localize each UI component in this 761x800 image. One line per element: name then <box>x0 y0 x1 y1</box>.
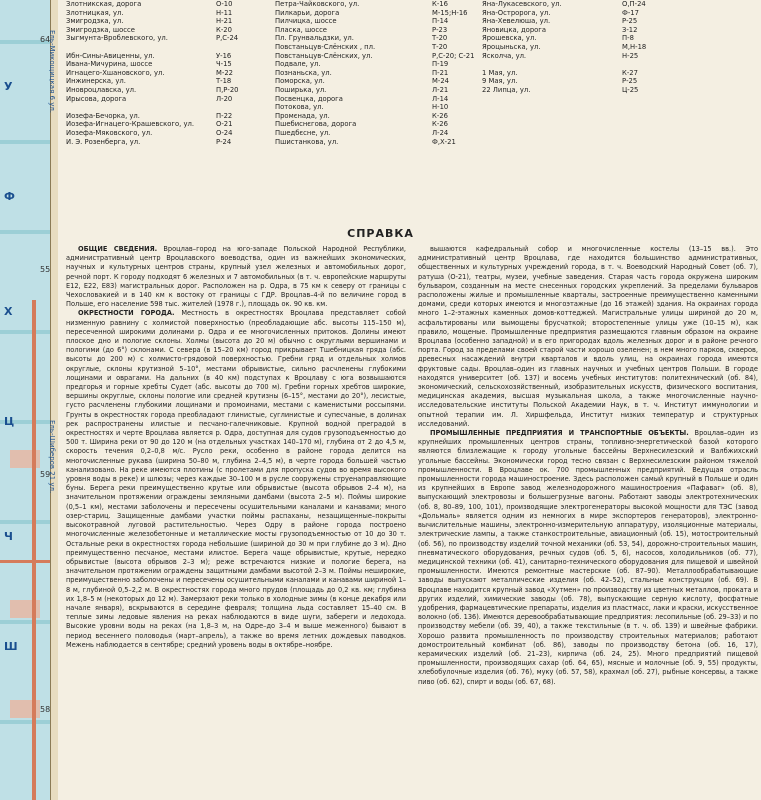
grid-ref: Т-20 <box>432 34 448 43</box>
paragraph <box>66 245 406 309</box>
street-name: Потокова, ул. <box>275 103 324 112</box>
paragraph <box>418 245 758 429</box>
grid-ref: З-12 <box>622 25 638 34</box>
street-name: Иновроцлавска, ул. <box>66 85 137 94</box>
street-name: Йозефа-Игнацего-Крашевского, ул. <box>66 120 195 129</box>
grid-ref <box>216 43 266 52</box>
index-row <box>482 69 672 78</box>
index-row <box>66 103 266 112</box>
index-row <box>482 17 672 26</box>
index-row <box>482 77 672 86</box>
street-name: Пласка, шоссе <box>275 25 327 34</box>
index-row <box>66 77 266 86</box>
street-name: Познаньска, ул. <box>275 68 332 77</box>
street-name: Поширька, ул. <box>275 85 327 94</box>
side-label: Ель-Шиберов 21 ул. <box>48 420 56 494</box>
grid-ref: М-22 <box>216 68 233 77</box>
index-row <box>66 17 266 26</box>
map-road <box>32 300 36 800</box>
grid-ref: Т-20 <box>432 42 448 51</box>
index-row <box>275 17 425 26</box>
grid-ref: П,Р-20 <box>216 85 239 94</box>
grid-letter: Ш <box>4 640 18 653</box>
grid-letter: Ч <box>4 530 13 543</box>
index-row <box>482 26 672 35</box>
street-name <box>66 43 216 52</box>
street-name: Ибн-Сины-Авиценны, ул. <box>66 51 155 60</box>
street-name: Пилкарьи, дорога <box>275 8 340 17</box>
index-row <box>275 60 425 69</box>
street-name <box>482 60 622 69</box>
grid-ref: Л-21 <box>432 85 449 94</box>
grid-ref: П-8 <box>622 34 634 43</box>
index-row <box>66 60 266 69</box>
street-name: 9 Мая, ул. <box>482 77 518 86</box>
street-name: Пшедбєсне, ул. <box>275 128 331 137</box>
grid-ref: Ч-15 <box>216 60 232 69</box>
street-name: Змигродзка, ул. <box>66 17 124 26</box>
street-name: Подвале, ул. <box>275 60 321 69</box>
street-name: Инжинерска, ул. <box>66 77 126 86</box>
street-name: Пл. Грунвальдзки, ул. <box>275 34 354 43</box>
grid-ref: К-26 <box>432 111 448 120</box>
grid-ref: К-16 <box>432 0 448 8</box>
grid-ref: П-21 <box>432 68 449 77</box>
index-row <box>66 43 266 52</box>
grid-ref: Л-20 <box>216 94 233 103</box>
section-heading: ПРОМЫШЛЕННЫЕ ПРЕДПРИЯТИЯ И ТРАНСПОРТНЫЕ ОБЪЕКТЫ. <box>430 429 689 438</box>
grid-coord: 58 <box>40 705 51 714</box>
grid-ref: Н-21 <box>216 17 233 26</box>
index-row <box>275 86 425 95</box>
index-row <box>66 120 266 129</box>
paragraph-text: вышаются кафедральный собор и многочисленные костелы (13–15 вв.). Это административный центр Вроцлава, где находится большинство административных, общественных и культурных учреждений города, в т. ч. Воеводский Народный Совет (об. 7), ратуша (О-21), театры, музеи, учебные заведения. Старая часть города окружена широким бульваром, созданным на месте снесенных городских укреплений. За пределами бульваров расположены жилые и промышленные кварталы, застроенные преимущественно каменными домами, среди которых имеются и многоэтажные (до 16 этажей) здания. На окраинах города много 1–2-этажных каменных домов-коттеджей. Магистральные улицы шириной до 20 м, асфальтированы или вымощены брусчаткой; второстепенные улицы уже (10–15 м), как правило, мощеные. Промышленные предприятия размещаются главным образом на окраине Вроцлава (особенно западной) и в его пригородах вдоль железных дорог и в районе речного порта. Город за пределами своей старой части хорошо озеленен; в нем много парков, скверов, древесных насаждений внутри кварталов и вдоль улиц, на окраинах города имеются фруктовые сады. Вроцлав–один из главных научных и учебных центров Польши. В городе находятся университет (об. 137) и восемь учебных институтов: политехнический (об. 84), экономический, сельскохозяйственный, изобразительных искусств, физического воспитания, медицинская академия, высшая музыкальная школа, а также многочисленные научно-исследовательские институты Польской Академии Наук, в т. ч. Институт иммунологии и опытной терапии им. Л. Хиршфельда, Институт низких температур и структурных исследований. <box>418 245 758 428</box>
index-row <box>482 9 672 18</box>
index-row <box>482 0 672 9</box>
street-name: Ярошевска, ул. <box>482 34 537 43</box>
page-title: СПРАВКА <box>347 227 414 240</box>
index-row <box>482 34 672 43</box>
index-row <box>275 95 425 104</box>
index-row <box>66 9 266 18</box>
grid-letter: Х <box>4 305 13 318</box>
grid-ref: Р,С-24 <box>216 34 239 43</box>
paragraph-text: Вроцлав–город на юго-западе Польской Народной Республики, административный центр Вроцлавского воеводства, один из важнейших экономических, научных и культурных центров страны, крупный узел железных и автомобильных дорог, речной порт. К городу подходят 6 железных и 7 автомобильных (в т. ч. европейские маршруты E12, E22, E83) магистральных дорог. Расположен на р. Одра, в 75 км к северу от границы с Чехословакией и в 140 км к востоку от границы с ГДР. Вроцлав–4-й по величине город в Польше, его население 598 тыс. жителей (1978 г.), площадь ок. 90 кв. км. <box>66 245 406 309</box>
street-name: Промєнада, ул. <box>275 111 330 120</box>
grid-ref: Р-23 <box>432 25 448 34</box>
grid-ref: Р,С-20; С-21 <box>432 51 475 60</box>
grid-ref: Н-10 <box>432 103 449 112</box>
index-row <box>275 26 425 35</box>
street-name: Й. Э. Розенберга, ул. <box>66 137 141 146</box>
grid-coord: 59 <box>40 470 51 479</box>
index-row <box>275 112 425 121</box>
side-label: Ель-Микощицкая 6 ул. <box>48 30 56 114</box>
street-name: Посвенцка, дорога <box>275 94 343 103</box>
index-row <box>66 69 266 78</box>
left-text-column <box>66 245 406 650</box>
grid-coord: 64 <box>40 35 51 44</box>
street-name: Зыгмунта-Вроблевского, ул. <box>66 34 168 43</box>
index-row <box>482 43 672 52</box>
index-row <box>275 138 425 147</box>
index-row <box>66 52 266 61</box>
grid-ref: П-14 <box>432 17 449 26</box>
right-text-column <box>418 245 758 687</box>
grid-ref: К-26 <box>432 120 448 129</box>
index-row <box>66 0 266 9</box>
grid-ref: Ф-17 <box>622 8 639 17</box>
grid-letter: Ц <box>4 415 15 428</box>
index-row <box>275 9 425 18</box>
grid-letter: У <box>4 80 13 93</box>
street-name: Ясколча, ул. <box>482 51 527 60</box>
index-row <box>275 129 425 138</box>
grid-ref: Р-25 <box>622 77 638 86</box>
index-row <box>275 34 425 43</box>
street-name: Яновицка, дорога <box>482 25 547 34</box>
grid-ref: Т-18 <box>216 77 232 86</box>
grid-ref: М-24 <box>432 77 449 86</box>
street-index-col1 <box>66 0 266 146</box>
grid-ref: Ц-25 <box>622 85 639 94</box>
section-heading: ОКРЕСТНОСТИ ГОРОДА. <box>78 309 175 318</box>
street-name: Повстаньцув-Слёнских, ул. <box>275 51 373 60</box>
index-row <box>482 60 672 69</box>
street-name: Поморска, ул. <box>275 77 325 86</box>
grid-ref: К-20 <box>216 25 232 34</box>
grid-ref: Л-14 <box>432 94 449 103</box>
street-name: Ивана-Мичурина, шоссе <box>66 60 153 69</box>
index-row <box>275 69 425 78</box>
index-row <box>66 86 266 95</box>
paragraph <box>66 309 406 650</box>
grid-ref <box>622 60 672 69</box>
paragraph <box>418 429 758 687</box>
street-index-col3 <box>432 0 474 146</box>
grid-ref: Р-25 <box>622 17 638 26</box>
grid-ref: П-19 <box>432 60 449 69</box>
grid-ref: О-21 <box>216 120 233 129</box>
street-name: Йозефа-Мяковского, ул. <box>66 128 153 137</box>
street-name: Яна-Остророга, ул. <box>482 8 551 17</box>
street-name: Злотницкая, ул. <box>66 8 124 17</box>
street-name: Игнацего-Хшановского, ул. <box>66 68 165 77</box>
street-index-col2 <box>275 0 425 146</box>
street-name: Йозефа-Бечорка, ул. <box>66 111 140 120</box>
street-name: Ирысова, дорога <box>66 94 127 103</box>
grid-ref: П-22 <box>216 111 233 120</box>
grid-ref: О-10 <box>216 0 233 8</box>
paragraph-text: Местность в окрестностях Вроцлава представляет собой низменную равнину с холмистой поверхностью (преобладающие абс. высоты 115–150 м), пересеченной широкими долинами р. Одра и ее многочисленных притоков. Долины имеют плоское дно и пологие склоны. Холмы (высота до 20 м) обычно с округлыми вершинами и пологими (до 6°) склонами. С севера (в 15–20 км) город прикрывает Тшебницкая гряда (абс. высоты до 200 м) с холмисто-грядовой поверхностью. Гребни гряд и отдельных холмов округлые, склоны крутизной 5–10°, местами обрывистые, сильно расчленены глубокими лощинами и оврагами. На дальних (в 40 км) подступах к Вроцлаву с юга возвышаются предгорья и горные хребты Судет (абс. высоты до 700 м). Гребни горных хребтов широкие, вершины округлые, склоны пологие или средней крутизны (6–15°, местами до 20°), лесистые, густо расчленены глубокими лощинами и промоинами, местами с каменистыми россыпями. Грунты в окрестностях города преобладают глинистые, суглинистые и супесчаные, в долинах рек распространены илистые и песчано-галечниковые. Крупной водной преградой в окрестностях и черте Вроцлава является р. Одра, доступная для судов грузоподъемностью до 500 т. Ширина реки от 90 до 120 м (на отдельных участках 140–170 м), глубина от 2 до 4,5 м, скорость течения 0,2–0,8 м/с. Русло реки, особенно в районе города делится на многочисленные рукава (ширина 50–80 м, глубина 2–4,5 м), в черте города большей частью канализовано. На реке имеются плотины (с пролетами для пропуска судов во время высокого уровня воды в реке) и шлюзы; через каждые 30–100 м в русле сооружены струенаправляющие буны. Берега реки преимущественно крутые или обрывистые (высота обрывов 2–4 м), на значительном протяжении ограждены земляными дамбами (высота 2–5 м). Поймы широкие (0,5–1 км), местами заболочены и пересечены осушительными каналами и канавами; много озер-стариц. Защищенные дамбами участки поймы распаханы, незащищенные–покрыты высокотравной луговой растительностью. Через Одру в районе города построено многочисленные железобетонные и металлические мосты грузоподъемностью от 10 до 30 т. Остальные реки в окрестностях города небольшие (шириной до 30 м при глубине до 3 м). Дно преимущественно песчаное, местами илистое. Берега чаще обрывистые, крутые, нередко обрывистые (высота обрывов 2–3 м); реже встречаются низкие и пологие берега, на значительном протяжении ограждены защитными дамбами высотой 2–3 м. Поймы неширокие, преимущественно заболочены и пересечены осушительными каналами и канавами шириной 1–8 м, глубиной 0,5–2,2 м. В окрестностях города много прудов (площадь до 0,2 кв. км; глубина их 1,8–5 м (некоторых до 12 м). Замерзают реки только в холодные зимы (в конце декабря или начале января), вскрываются в середине февраля; толщина льда составляет 15–40 см. В теплые зимы ледовые явления на реках наблюдаются в виде шуги, забереги и ледохода. Высокие уровни воды на реках (на 1,8–3 м, на Одре–до 3–4 м выше меженного) бывают в период весеннего половодья (март–апрель), а также во время летних дождевых паводков. Межень наблюдается в сентябре; средний уровень воды в октябре–ноябре. <box>66 309 407 649</box>
street-name: Яна-Лукасевского, ул. <box>482 0 562 8</box>
grid-ref: К-27 <box>622 68 638 77</box>
index-row <box>275 43 425 52</box>
grid-ref: Н-25 <box>622 51 639 60</box>
street-name: 22 Липца, ул. <box>482 85 531 94</box>
grid-letter: Ф <box>4 190 15 203</box>
section-heading: ОБЩИЕ СВЕДЕНИЯ. <box>78 245 158 253</box>
grid-ref: О-24 <box>216 128 233 137</box>
street-index-col4 <box>482 0 672 95</box>
street-name: Яна-Хевелюша, ул. <box>482 17 551 26</box>
grid-ref: М-15;Н-16 <box>432 8 468 17</box>
street-name: Злотникская, дорога <box>66 0 142 8</box>
index-row <box>66 129 266 138</box>
grid-ref: У-16 <box>216 51 232 60</box>
index-row <box>66 26 266 35</box>
index-row <box>275 52 425 61</box>
grid-ref: М,Н-18 <box>622 42 647 51</box>
index-row <box>66 34 266 43</box>
street-name: Пилчицка, шоссе <box>275 17 337 26</box>
street-name: Змигродзка, шоссе <box>66 25 135 34</box>
street-name: Петра-Чайковского, ул. <box>275 0 360 8</box>
index-row <box>275 120 425 129</box>
paragraph-text: Вроцлав–один из крупнейших промышленных центров страны, топливно-энергетической базой которого являются близлежащие к городу угольные бассейны Верхнесилезский и Валбжихский угольные бассейны. Экономически город тесно связан с Верхнесилезским районом тяжелой промышленности. В Вроцлаве ок. 700 промышленных предприятий. Ведущая отрасль промышленности города машиностроение. Здесь расположен самый крупный в Польше и один из крупнейших в Европе завод железнодорожного машиностроения «Пафаваг» (об. 8), выпускающий электровозы и большегрузные вагоны. Работают заводы электротехнических (об. 8, 80–89, 100, 101), производящие электрогенераторы высокой мощности для ТЭС (завод «Дольмаль» является одним из немногих в мире экспортеров генераторов), электронно-вычислительные машины, электронно-измерительную аппаратуру, изоляционные материалы, электрические лампы, а также станкостроительные, авиационный (об. 15), мотостроительный (об. 56), по производству изделий точной механики (об. 53, 54), дорожно-строительных машин, пневматического оборудования, речных судов (об. 5, 6), насосов, холодильников (об. 77), медицинской техники (об. 41), санитарно-технического оборудования для пищевой и швейной промышленности. Имеются ремонтные мастерские (об. 87–90). Металлообрабатывающие заводы выпускают металлические изделия (об. 42–52), стальные конструкции (об. 69). В Вроцлаве находится крупный завод «Хутмен» по производству из цветных металлов, проката и других изделий, химические заводы (об. 78), выпускающие серную кислоту, фосфатные удобрения, фармацевтические препараты, изделия из пластмасс, лаки и краски, искусственное волокно (об. 136). Имеются деревообрабатывающие предприятия: лесопильные (об. 29–33) и по производству мебели (об. 39, 40), а также текстильные (в т. ч. об. 139) и швейные фабрики. Хорошо развита промышленность по производству строительных материалов; работают домостроительный комбинат (об. 86), заводы по производству бетона (об. 16, 17), керамических изделий (об. 21–23), кирпича (об. 24, 25). Много предприятий пищевой промышленности, производящих сахар (об. 64, 65), мясные и молочные (об. 9, 55) продукты, хлебобулочные изделия (об. 76), муку (об. 57, 58), крахмал (об. 27), рыбные консервы, а также пиво (об. 62), спирт и воды (об. 67, 68). <box>418 429 758 686</box>
index-row <box>66 138 266 147</box>
map-strip <box>0 0 58 800</box>
street-name <box>66 103 216 112</box>
grid-ref: Л-24 <box>432 128 449 137</box>
index-row <box>482 52 672 61</box>
grid-ref: Ф,Х-21 <box>432 137 456 146</box>
grid-ref: О,П-24 <box>622 0 646 8</box>
street-name: Яроцыньска, ул. <box>482 42 541 51</box>
index-row <box>275 77 425 86</box>
index-row <box>482 86 672 95</box>
map-frame <box>50 0 58 800</box>
grid-ref: Н-11 <box>216 8 233 17</box>
index-row <box>66 95 266 104</box>
street-name: 1 Мая, ул. <box>482 68 518 77</box>
street-name: Пшистанкова, ул. <box>275 137 339 146</box>
grid-ref <box>216 103 266 112</box>
index-row <box>275 103 425 112</box>
index-row <box>66 112 266 121</box>
index-row <box>275 0 425 9</box>
street-name: Повстаньцув-Слёнских , пл. <box>275 42 376 51</box>
grid-coord: 55 <box>40 265 51 274</box>
street-name: Пшебиснєгова, дорога <box>275 120 357 129</box>
map-road <box>0 560 50 563</box>
grid-ref: Р-24 <box>216 137 232 146</box>
